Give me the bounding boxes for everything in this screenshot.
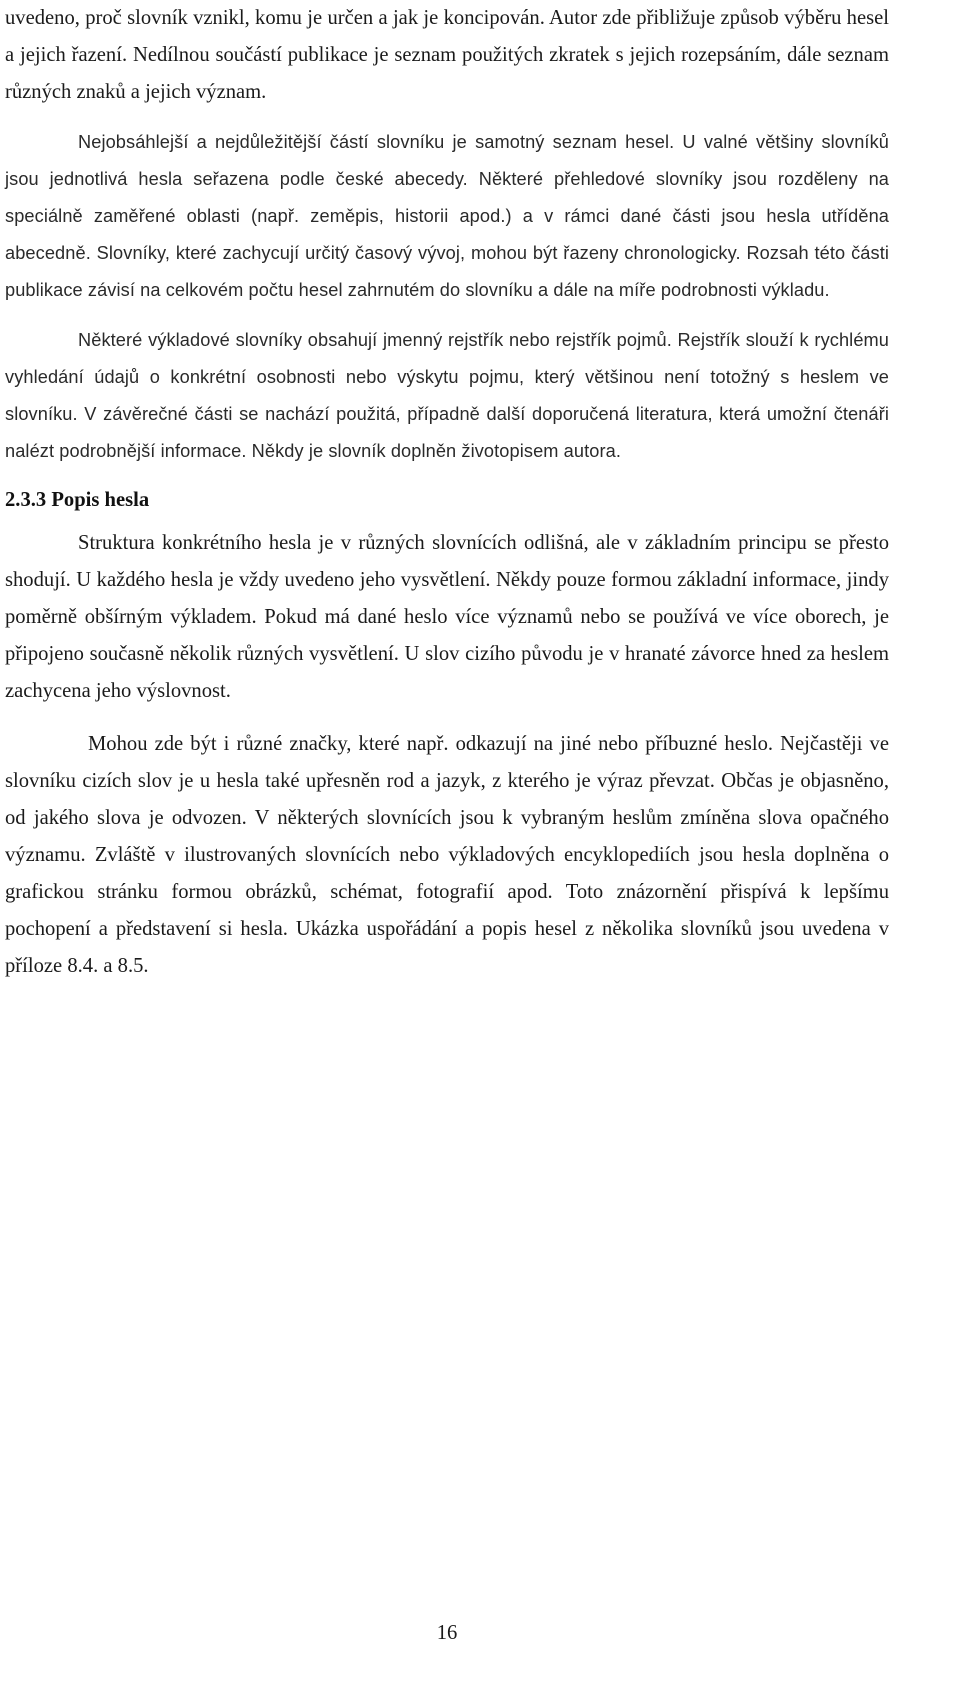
document-page <box>5 0 889 985</box>
page-number: 16 <box>436 1622 458 1644</box>
paragraph-entries-list: Nejobsáhlejší a nejdůležitější částí slovníku je samotný seznam hesel. U valné většiny slovníků jsou jednotlivá hesla seřazena podle české abecedy. Některé přehledové slovníky jsou rozděleny na speciálně zaměřené oblasti (např. zeměpis, historii apod.) a v rámci dané části jsou hesla utříděna abecedně. Slovníky, které zachycují určitý časový vývoj, mohou být řazeny chronologicky. Rozsah této části publikace závisí na celkovém počtu hesel zahrnutém do slovníku a dále na míře podrobnosti výkladu. <box>5 132 889 300</box>
paragraph-intro-continuation: uvedeno, proč slovník vznikl, komu je určen a jak je koncipován. Autor zde přibližuje způsob výběru hesel a jejich řazení. Nedílnou součástí publikace je seznam použitých zkratek s jejich rozepsáním, dále seznam různých znaků a jejich význam. <box>5 7 889 103</box>
paragraph-entry-structure: Struktura konkrétního hesla je v různých slovnících odlišná, ale v základním principu se přesto shodují. U každého hesla je vždy uvedeno jeho vysvětlení. Někdy pouze formou základní informace, jindy poměrně obšírným výkladem. Pokud má dané heslo více významů nebo se používá ve více oborech, je připojeno současně několik různých vysvětlení. U slov cizího původu je v hranaté závorce hned za heslem zachycena jeho výslovnost. <box>5 532 889 702</box>
paragraph-entry-marks: Mohou zde být i různé značky, které např. odkazují na jiné nebo příbuzné heslo. Nejčastěji ve slovníku cizích slov je u hesla také upřesněn rod a jazyk, z kterého je výraz převzat. Občas je objasněno, od jakého slova je odvozen. V některých slovnících jsou k vybraným heslům zmíněna slova opačného významu. Zvláště v ilustrovaných slovnících nebo výkladových encyklopediích jsou hesla doplněna o grafickou stránku formou obrázků, schémat, fotografií apod. Toto znázornění přispívá k lepšímu pochopení a představení si hesla. Ukázka uspořádání a popis hesel z několika slovníků jsou uvedena v příloze 8.4. a 8.5. <box>5 733 889 977</box>
section-heading: 2.3.3 Popis hesla <box>5 489 150 511</box>
paragraph-index-and-literature: Některé výkladové slovníky obsahují jmenný rejstřík nebo rejstřík pojmů. Rejstřík slouží k rychlému vyhledání údajů o konkrétní osobnosti nebo výskytu pojmu, který většinou není totožný s heslem ve slovníku. V závěrečné části se nachází použitá, případně další doporučená literatura, která umožní čtenáři nalézt podrobnější informace. Někdy je slovník doplněn životopisem autora. <box>5 330 889 461</box>
